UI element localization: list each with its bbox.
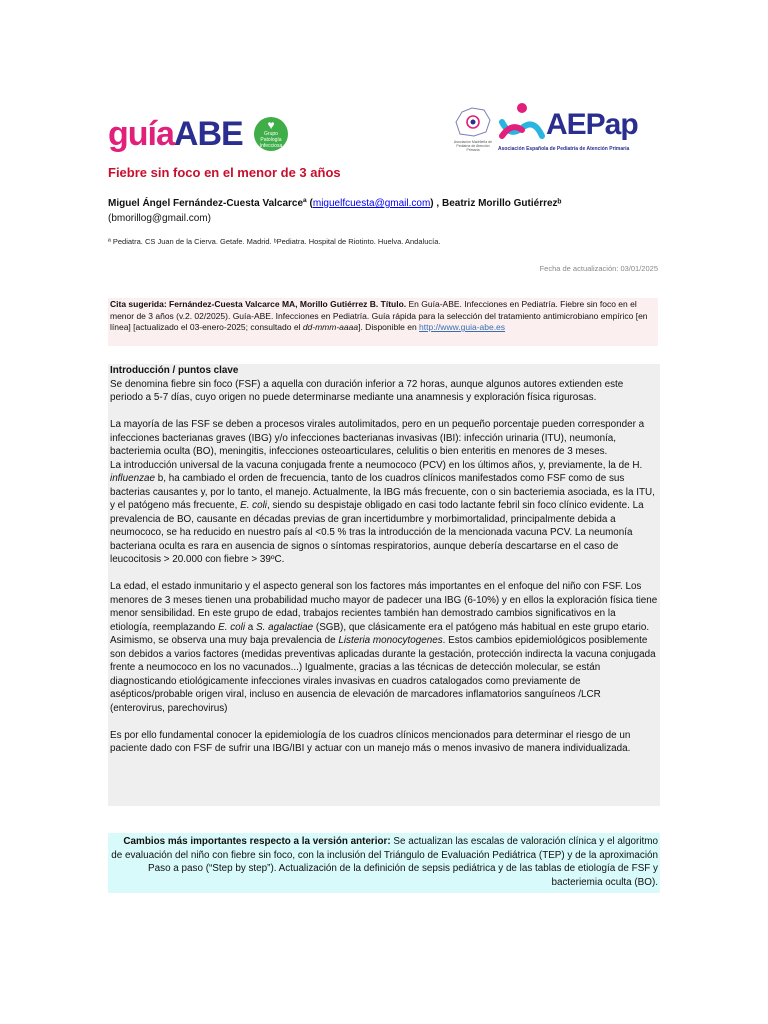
intro-heading: Introducción / puntos clave <box>110 365 239 376</box>
header <box>108 108 660 162</box>
suggested-citation: Cita sugerida: Fernández-Cuesta Valcarce MA, Morillo Gutiérrez B. Título. En Guía-ABE. Infecciones en Pediatría. Fiebre sin foco en el menor de 3 años (v.2. 02/2025). Guía-ABE. Infecciones en Pediatría. Guía rápida para la selección del tratamiento antimicrobiano empírico [en línea] [actualizado el 03-enero-2025; consultado el dd-mmm-aaaa]. Disponible en http://www.guia-abe.es <box>108 298 658 346</box>
author-2: Beatriz Morillo Gutiérrezᵇ <box>441 198 562 209</box>
intro-paragraph-5: Es por ello fundamental conocer la epidemiología de los cuadros clínicos mencionados para determinar el riesgo de un paciente dado con FSF de sufrir una IBG/IBI y actuar con un manejo más o menos invasivo de manera individualizada. <box>110 729 631 754</box>
intro-paragraph-1: Se denomina fiebre sin foco (FSF) a aquella con duración inferior a 72 horas, aunque algunos autores extienden este periodo a 5-7 días, cuyo origen no puede determinarse mediante una anamnesis y exploración física rigurosas. <box>110 378 624 403</box>
madrid-map-icon <box>452 104 494 140</box>
guia-abe-logo: guíaABE <box>108 115 243 153</box>
aepap-logo: AEPap Asociación Española de Pediatría de Atención Primaria <box>498 102 668 162</box>
authors-block: Miguel Ángel Fernández-Cuesta Valcarceª (miguelfcuesta@gmail.com) , Beatriz Morillo Gutiérrezᵇ (bmorillog@gmail.com) <box>108 198 562 224</box>
infection-group-badge-icon: ♥ Grupo Patología Infecciosa <box>254 117 288 151</box>
intro-paragraph-3: La introducción universal de la vacuna conjugada frente a neumococo (PCV) en los últimos años, y, previamente, la de H. influenzae b, ha cambiado el orden de frecuencia, tanto de los cuadros clínicos manifestados como FSF como de sus bacterias causantes y, por lo tanto, el manejo. Actualmente, la IBG más frecuente, con o sin bacteriemia asociada, es la ITU, y el patógeno más frecuente, E. coli, siendo su despistaje obligado en casi todo lactante febril sin foco clínico evidente. La prevalencia de BO, causante en décadas previas de gran incertidumbre y morbimortalidad, principalmente debida a neumococo, se ha reducido en nuestro país al <0.5 % tras la introducción de la mencionada vacuna PCV. La neumonía bacteriana oculta es rara en ausencia de signos o síntomas respiratorios, aunque debería descartarse en el caso de leucocitosis > 20.000 con fiebre > 39ºC. <box>110 459 655 565</box>
intro-paragraph-4: La edad, el estado inmunitario y el aspecto general son los factores más importantes en el enfoque del niño con FSF. Los menores de 3 meses tienen una probabilidad mucho mayor de padecer una IBG (6-10%) y en ellos la exploración física tiene menor sensibilidad. En este grupo de edad, trabajos recientes también han demostrado cambios significativos en la etiología, reemplazando E. coli a S. agalactiae (SGB), que clásicamente era el patógeno más habitual en este grupo etario. Asimismo, se observa una muy baja prevalencia de Listeria monocytogenes. Estos cambios epidemiológicos posiblemente son debidos a varios factores (medidas preventivas aplicadas durante la gestación, protección indirecta la vacuna conjugada frente a neumococo en los no vacunados...) Igualmente, gracias a las técnicas de detección molecular, se están diagnosticando etiológicamente infecciones virales invasivas en cuadros catalogados como previamente de asépticos/probable origen viral, incluso en ausencia de elevación de marcadores inflamatorios sanguíneos /LCR (enterovirus, parechovirus) <box>110 581 658 714</box>
author-1-email-link[interactable]: miguelfcuesta@gmail.com <box>312 198 431 209</box>
affiliation: ª Pediatra. CS Juan de la Cierva. Getafe. Madrid. ᵇPediatra. Hospital de Riotinto. Huelva. Andalucía. <box>108 237 441 246</box>
introduction-section <box>108 364 660 806</box>
guia-abe-link[interactable]: http://www.guia-abe.es <box>419 322 506 332</box>
author-2-email: (bmorillog@gmail.com) <box>108 213 211 224</box>
amPap-logo: Asociación Madrileña de Pediatría de Atención Primaria <box>452 104 494 160</box>
aepap-figure-icon <box>498 102 546 146</box>
version-changes-box: Cambios más importantes respecto a la versión anterior: Se actualizan las escalas de valoración clínica y el algoritmo de evaluación del niño con fiebre sin foco, con la inclusión del Triángulo de Evaluación Pediátrica (TEP) y de la aproximación Paso a paso (“Step by step”). Actualización de la definición de sepsis pediátrica y de las tablas de etiología de FSF y bacteriemia oculta (BO). <box>108 833 660 893</box>
author-1: Miguel Ángel Fernández-Cuesta Valcarceª <box>108 198 307 209</box>
page-title: Fiebre sin foco en el menor de 3 años <box>108 165 341 180</box>
intro-paragraph-2: La mayoría de las FSF se deben a procesos virales autolimitados, pero en un pequeño porcentaje pueden corresponder a infecciones bacterianas graves (IBG) y/o infecciones bacterianas invasivas (IBI): infección urinaria (ITU), neumonía, bacteriemia oculta (BO), meningitis, infecciones osteoarticulares, celulitis o bien enteritis en menores de 3 meses. <box>110 419 645 457</box>
update-date: Fecha de actualización: 03/01/2025 <box>539 264 658 273</box>
